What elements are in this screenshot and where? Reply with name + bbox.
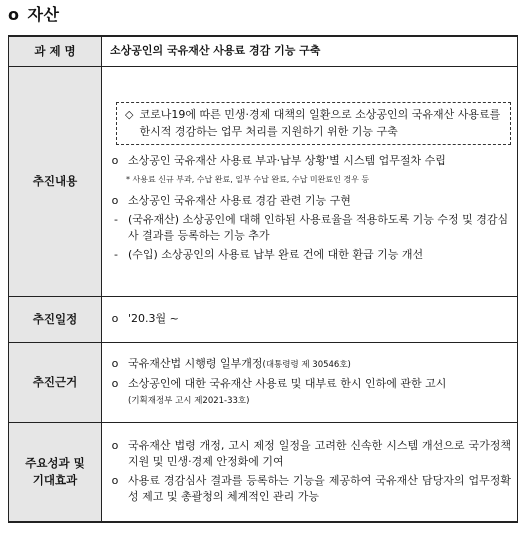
basis-item-1-text: 국유재산법 시행령 일부개정 bbox=[128, 356, 263, 370]
project-name-label: 과 제 명 bbox=[9, 36, 102, 66]
row-content bbox=[9, 66, 518, 296]
basis-item-2-text: 소상공인에 대한 국유재산 사용료 및 대부료 한시 인하에 관한 고시 bbox=[128, 376, 447, 390]
basis-cell bbox=[102, 342, 518, 422]
basis-label: 추진근거 bbox=[9, 342, 102, 422]
summary-box bbox=[116, 102, 511, 145]
content-sub-1 bbox=[114, 212, 511, 244]
summary-text: 코로나19에 따른 민생·경제 대책의 일환으로 소상공인의 국유재산 사용료를 한시적 경감하는 업무 처리를 지원하기 위한 기능 구축 bbox=[139, 108, 501, 138]
bullet: o bbox=[111, 376, 119, 390]
effect-label-line-1: 주요성과 및 bbox=[25, 455, 85, 470]
effect-item-2-text: 사용료 경감심사 결과를 등록하는 기능을 제공하여 국유재산 담당자의 업무정확성 제고 및 총괄청의 체계적인 관리 가능 bbox=[128, 474, 511, 504]
schedule-cell bbox=[102, 296, 518, 342]
effect-item-1 bbox=[110, 438, 511, 470]
effect-cell bbox=[102, 422, 518, 522]
bullet: o bbox=[111, 439, 119, 453]
basis-item-1 bbox=[110, 356, 511, 373]
dash: - bbox=[114, 248, 118, 261]
content-sub-2-text: (수입) 소상공인의 사용료 납부 완료 건에 대한 환급 기능 개선 bbox=[128, 248, 424, 261]
basis-item-2 bbox=[110, 376, 511, 409]
bullet: o bbox=[111, 356, 119, 370]
row-project-name bbox=[9, 36, 518, 66]
section-bullet: o bbox=[8, 5, 20, 24]
content-item-1-text: 소상공인 국유재산 사용료 부과·납부 상황'별 시스템 업무절차 수립 bbox=[128, 154, 446, 167]
row-schedule bbox=[9, 296, 518, 342]
effect-label-line-2: 기대효과 bbox=[32, 472, 78, 487]
content-sub-2 bbox=[114, 247, 511, 263]
content-item-2 bbox=[110, 193, 511, 209]
bullet: o bbox=[111, 312, 119, 325]
bullet: o bbox=[111, 154, 119, 167]
section-heading bbox=[8, 2, 59, 25]
dash: - bbox=[114, 213, 118, 226]
schedule-line bbox=[110, 311, 511, 327]
basis-item-2-content bbox=[128, 376, 511, 409]
content-item-2-text: 소상공인 국유재산 사용료 경감 관련 기능 구현 bbox=[128, 194, 351, 207]
content-label: 추진내용 bbox=[9, 66, 102, 296]
content-item-1 bbox=[110, 153, 511, 169]
diamond-icon: ◇ bbox=[125, 108, 134, 121]
schedule-label: 추진일정 bbox=[9, 296, 102, 342]
bullet: o bbox=[111, 474, 119, 488]
basis-item-1-content bbox=[128, 356, 511, 373]
basis-item-2-ref: (기획재정부 고시 제2021-33호) bbox=[128, 395, 250, 406]
basis-item-1-ref: (대통령령 제 30546호) bbox=[262, 359, 351, 370]
content-cell bbox=[102, 66, 518, 296]
project-spec-table bbox=[8, 35, 518, 523]
effect-item-1-text: 국유재산 법령 개정, 고시 제정 일정을 고려한 신속한 시스템 개선으로 국가정책 지원 및 민생·경제 안정화에 기여 bbox=[128, 439, 511, 469]
content-sub-1-text: (국유재산) 소상공인에 대해 인하된 사용료율을 적용하도록 기능 수정 및 경감심사 결과를 등록하는 기능 추가 bbox=[128, 213, 509, 242]
row-basis bbox=[9, 342, 518, 422]
section-title: 자산 bbox=[27, 5, 60, 24]
schedule-value: '20.3월 ~ bbox=[128, 312, 179, 325]
bullet: o bbox=[111, 194, 119, 207]
content-note: * 사용료 신규 부과, 수납 완료, 일부 수납 완료, 수납 미완료인 경우 등 bbox=[126, 175, 370, 184]
row-effect bbox=[9, 422, 518, 522]
project-name-value: 소상공인의 국유재산 사용료 경감 기능 구축 bbox=[102, 36, 518, 66]
effect-item-2 bbox=[110, 473, 511, 505]
effect-label bbox=[9, 422, 102, 522]
